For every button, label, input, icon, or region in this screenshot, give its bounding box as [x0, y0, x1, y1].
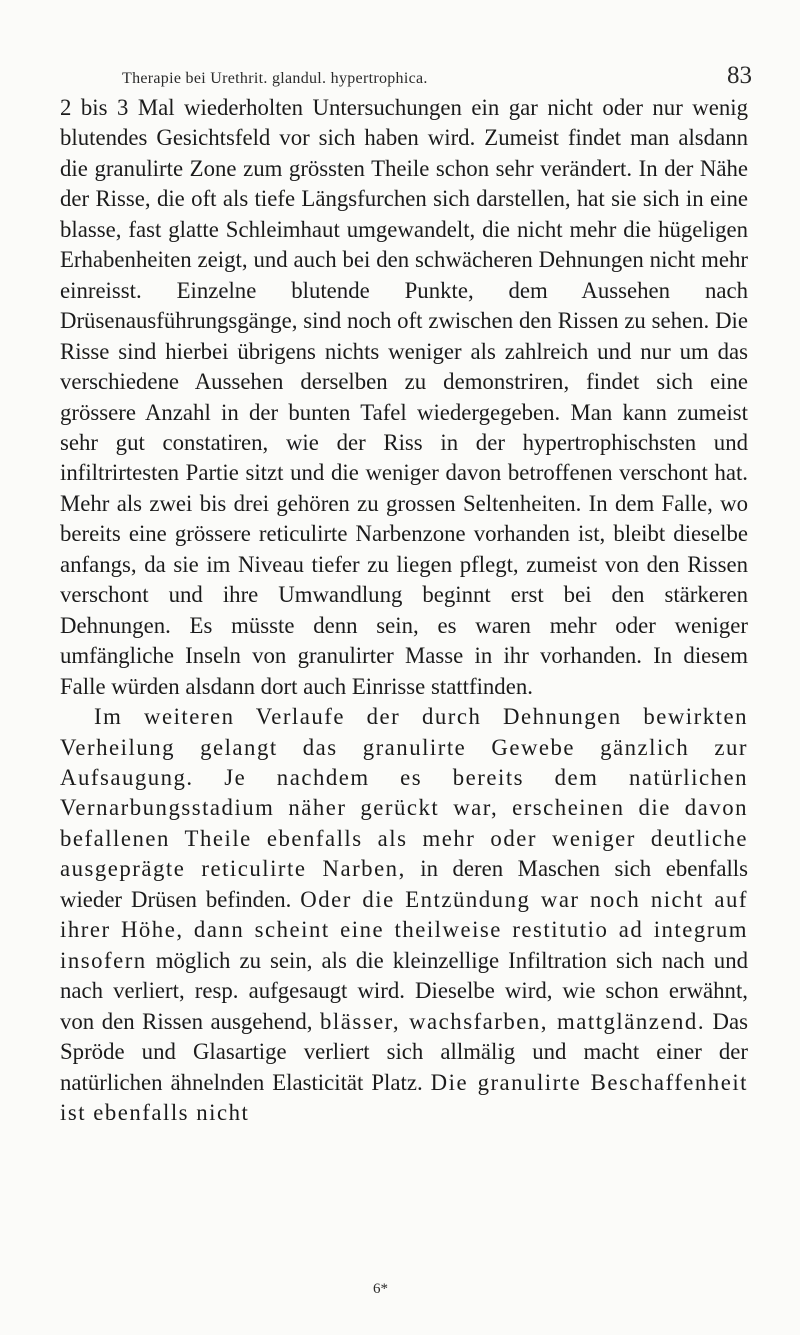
- spaced-passage-1: Im weiteren Verlaufe der durch Dehnungen bewirkten Verheilung gelangt das granulirte Gewebe gänzlich zur Aufsaugung. Je nachdem es bereits dem natürlichen Vernarbungsstadium näher gerückt war, erscheinen die davon befallenen Theile ebenfalls als mehr oder weniger deutliche ausgeprägte reticulirte Narben,: [60, 704, 748, 882]
- spaced-passage-7: Die granulirte Beschaffenheit ist ebenfalls nicht: [60, 1069, 748, 1125]
- passage-4: möglich zu sein, als die kleinzellige Infiltration sich nach und nach verliert, resp. aufgesaugt wird. Dieselbe wird, wie schon erwähnt, von den Rissen ausgehend,: [60, 947, 748, 1034]
- signature-mark: 6*: [373, 1281, 388, 1297]
- passage-2: in deren Maschen sich ebenfalls wieder Drüsen befinden.: [60, 856, 748, 912]
- paragraph-1: 2 bis 3 Mal wiederholten Untersuchungen ein gar nicht oder nur wenig blutendes Gesichtsfeld vor sich haben wird. Zumeist findet man alsdann die granulirte Zone zum grössten Theile schon sehr verändert. In der Nähe der Risse, die oft als tiefe Längsfurchen sich darstellen, hat sie sich in eine blasse, fast glatte Schleimhaut umgewandelt, die nicht mehr die hügeligen Erhabenheiten zeigt, und auch bei den schwächeren Dehnungen nicht mehr einreisst. Einzelne blutende Punkte, dem Aussehen nach Drüsenausführungsgänge, sind noch oft zwischen den Rissen zu sehen. Die Risse sind hierbei übrigens nichts weniger als zahlreich und nur um das verschiedene Aussehen derselben zu demonstriren, findet sich eine grössere Anzahl in der bunten Tafel wiedergegeben. Man kann zumeist sehr gut constatiren, wie der Riss in der hypertrophischsten und infiltrirtesten Partie sitzt und die weniger davon betroffenen verschont hat. Mehr als zwei bis drei gehören zu grossen Seltenheiten. In dem Falle, wo bereits eine grössere reticulirte Narbenzone vorhanden ist, bleibt dieselbe anfangs, da sie im Niveau tiefer zu liegen pflegt, zumeist von den Rissen verschont und ihre Umwandlung beginnt erst bei den stärkeren Dehnungen. Es müsste denn sein, es waren mehr oder weniger umfängliche Inseln von granulirter Masse in ihr vorhanden. In diesem Falle würden alsdann dort auch Einrisse stattfinden.: [60, 95, 748, 699]
- spaced-passage-5: blässer, wachsfarben, mattglänzend.: [319, 1008, 706, 1034]
- spaced-passage-3: Oder die Entzündung war noch nicht auf ihrer Höhe, dann scheint eine theilweise restitutio ad integrum insofern: [60, 886, 748, 973]
- running-head: Therapie bei Urethrit. glandul. hypertrophica.: [122, 70, 428, 87]
- page-header: [62, 62, 778, 92]
- paragraph-2: [60, 702, 748, 1128]
- passage-6: Das Spröde und Glasartige verliert sich allmälig und macht einer der natürlichen ähnelnden Elasticität Platz.: [60, 1008, 749, 1095]
- body-text: [60, 93, 748, 1128]
- page-number: 83: [727, 62, 752, 89]
